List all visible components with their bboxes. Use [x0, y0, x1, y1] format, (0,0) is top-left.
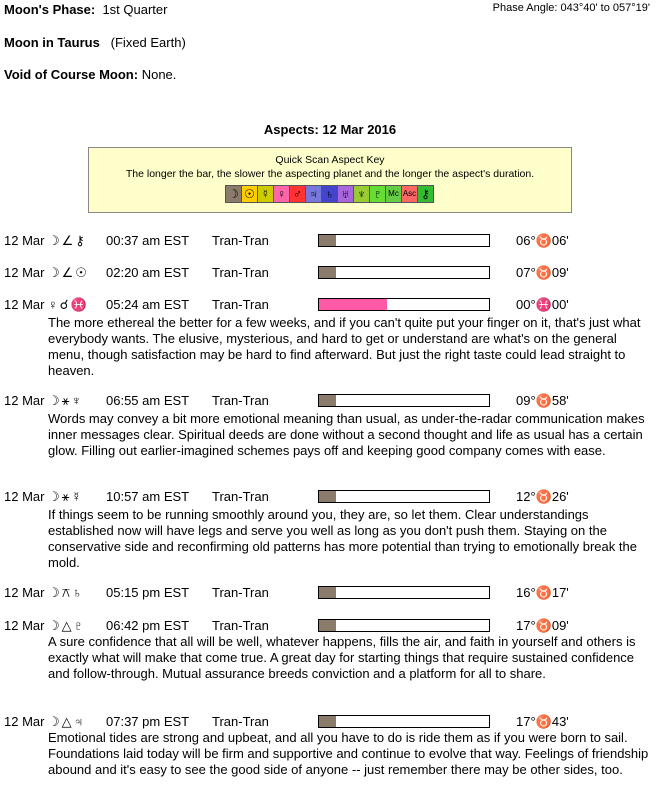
aspect-symbols: ☽⚹♆	[48, 393, 84, 408]
aspect-time: 02:20 am EST	[106, 265, 190, 280]
key-glyph-icon: ♇	[369, 185, 386, 203]
duration-bar	[318, 490, 490, 503]
aspect-date: 12 Mar	[4, 618, 45, 633]
duration-bar	[318, 619, 490, 632]
aspect-symbols: ☽⚹☿	[48, 489, 84, 504]
aspect-description: Words may convey a bit more emotional meaning than usual, as under-the-radar communication makes inner messages clear. Spiritual deeds are done without a second thought and life as usual has a certain glow. Filling out earlier-imagined schemes pays off and keeping good company comes with ease.	[48, 411, 645, 458]
key-glyph-icon: Asc	[401, 185, 418, 203]
aspect-row	[4, 265, 654, 283]
duration-bar-fill	[319, 716, 336, 727]
aspect-time: 00:37 am EST	[106, 233, 190, 248]
aspect-type: Tran-Tran	[212, 489, 269, 504]
aspect-symbols: ☽∠⚷	[48, 233, 87, 248]
aspect-position: 17°♉43'	[516, 714, 569, 729]
aspect-date: 12 Mar	[4, 393, 45, 408]
duration-bar	[318, 394, 490, 407]
aspect-row	[4, 393, 654, 411]
aspect-symbols: ☽△♃	[48, 714, 86, 729]
duration-bar	[318, 298, 490, 311]
duration-bar-fill	[319, 587, 336, 598]
duration-bar	[318, 715, 490, 728]
void-value: None.	[141, 67, 177, 82]
aspect-time: 05:24 am EST	[106, 297, 190, 312]
key-glyph-icon: Mc	[385, 185, 402, 203]
aspect-symbols: ♀☌♓	[48, 297, 89, 312]
phase-angle: Phase Angle: 043°40' to 057°19'	[492, 2, 650, 14]
aspect-position: 12°♉26'	[516, 489, 569, 504]
duration-bar	[318, 586, 490, 599]
aspect-type: Tran-Tran	[212, 265, 269, 280]
aspect-key	[88, 147, 572, 213]
aspect-position: 00°♓00'	[516, 297, 569, 312]
duration-bar	[318, 234, 490, 247]
aspect-row	[4, 489, 654, 507]
aspect-key-subtitle: The longer the bar, the slower the aspecting planet and the longer the aspect's duration.	[125, 168, 535, 180]
key-glyph-icon: ☽	[225, 185, 242, 203]
aspect-date: 12 Mar	[4, 297, 45, 312]
key-glyph-icon: ☿	[257, 185, 274, 203]
aspect-key-title: Quick Scan Aspect Key	[275, 154, 385, 166]
key-glyph-icon: ♅	[337, 185, 354, 203]
duration-bar-fill	[319, 620, 336, 631]
aspect-date: 12 Mar	[4, 489, 45, 504]
aspect-description: The more ethereal the better for a few weeks, and if you can't quite put your finger on it, that's just what everybody wants. The elusive, mysterious, and hard to get or understand are what's on the general menu, though satisfaction may be hard to find afterward. But just the right taste could lead straight to heaven.	[48, 315, 641, 378]
duration-bar-fill	[319, 235, 336, 246]
key-glyph-icon: ☉	[241, 185, 258, 203]
key-glyph-icon: ♄	[321, 185, 338, 203]
aspect-symbols: ☽⚻♄	[48, 585, 85, 600]
duration-bar-fill	[319, 491, 336, 502]
aspect-date: 12 Mar	[4, 585, 45, 600]
moon-sign-label: Moon in Taurus	[4, 35, 100, 50]
aspect-date: 12 Mar	[4, 265, 45, 280]
key-glyph-icon: ♃	[305, 185, 322, 203]
void-label: Void of Course Moon:	[4, 67, 139, 82]
key-glyph-icon: ♆	[353, 185, 370, 203]
aspect-type: Tran-Tran	[212, 618, 269, 633]
aspect-position: 17°♉09'	[516, 618, 569, 633]
aspect-type: Tran-Tran	[212, 585, 269, 600]
key-glyph-icon: ♂	[289, 185, 306, 203]
moon-sign	[4, 35, 186, 50]
aspect-type: Tran-Tran	[212, 297, 269, 312]
aspect-time: 05:15 pm EST	[106, 585, 190, 600]
aspect-row	[4, 233, 654, 251]
duration-bar-fill	[319, 267, 336, 278]
aspect-position: 16°♉17'	[516, 585, 569, 600]
duration-bar	[318, 266, 490, 279]
moon-phase-value: 1st Quarter	[102, 2, 168, 17]
aspect-time: 07:37 pm EST	[106, 714, 190, 729]
duration-bar-fill	[319, 395, 336, 406]
aspect-symbols: ☽△♇	[48, 618, 86, 633]
aspect-description: Emotional tides are strong and upbeat, and all you have to do is ride them as if you were born to sail. Foundations laid today will be firm and supportive and continue to evolve that way. Feelings of friendship abound and it's easy to see the good side of anyone -- just remember there may be other sides, too.	[48, 730, 649, 777]
key-glyph-icon: ⚷	[417, 185, 434, 203]
aspect-date: 12 Mar	[4, 714, 45, 729]
aspect-row	[4, 297, 654, 315]
aspect-time: 06:55 am EST	[106, 393, 190, 408]
aspect-date: 12 Mar	[4, 233, 45, 248]
aspect-symbols: ☽∠☉	[48, 265, 89, 280]
key-glyph-icon: ♀	[273, 185, 290, 203]
aspect-time: 06:42 pm EST	[106, 618, 190, 633]
aspect-description: A sure confidence that all will be well, whatever happens, fills the air, and faith in yourself and others is exactly what will make that come true. A great day for starting things that require sustained confidence and follow-through. Mutual assurance breeds conviction and a platform for all to share.	[48, 634, 636, 681]
aspect-type: Tran-Tran	[212, 393, 269, 408]
aspect-position: 06°♉06'	[516, 233, 569, 248]
aspect-type: Tran-Tran	[212, 233, 269, 248]
aspects-title: Aspects: 12 Mar 2016	[263, 122, 397, 137]
aspect-row	[4, 585, 654, 603]
aspect-position: 09°♉58'	[516, 393, 569, 408]
moon-sign-value: (Fixed Earth)	[110, 35, 186, 50]
aspect-type: Tran-Tran	[212, 714, 269, 729]
aspect-description: If things seem to be running smoothly around you, they are, so let them. Clear understandings established now will have legs and serve you well as long as you don't push them. Staying on the conservative side and reconfirming old patterns has more potential than trying to emotionally break the mold.	[48, 507, 637, 570]
moon-phase-label: Moon's Phase:	[4, 2, 96, 17]
aspect-position: 07°♉09'	[516, 265, 569, 280]
duration-bar-fill	[319, 299, 387, 310]
void-of-course	[4, 67, 176, 82]
aspect-key-glyphs	[89, 185, 571, 203]
aspect-time: 10:57 am EST	[106, 489, 190, 504]
moon-phase	[4, 2, 167, 17]
